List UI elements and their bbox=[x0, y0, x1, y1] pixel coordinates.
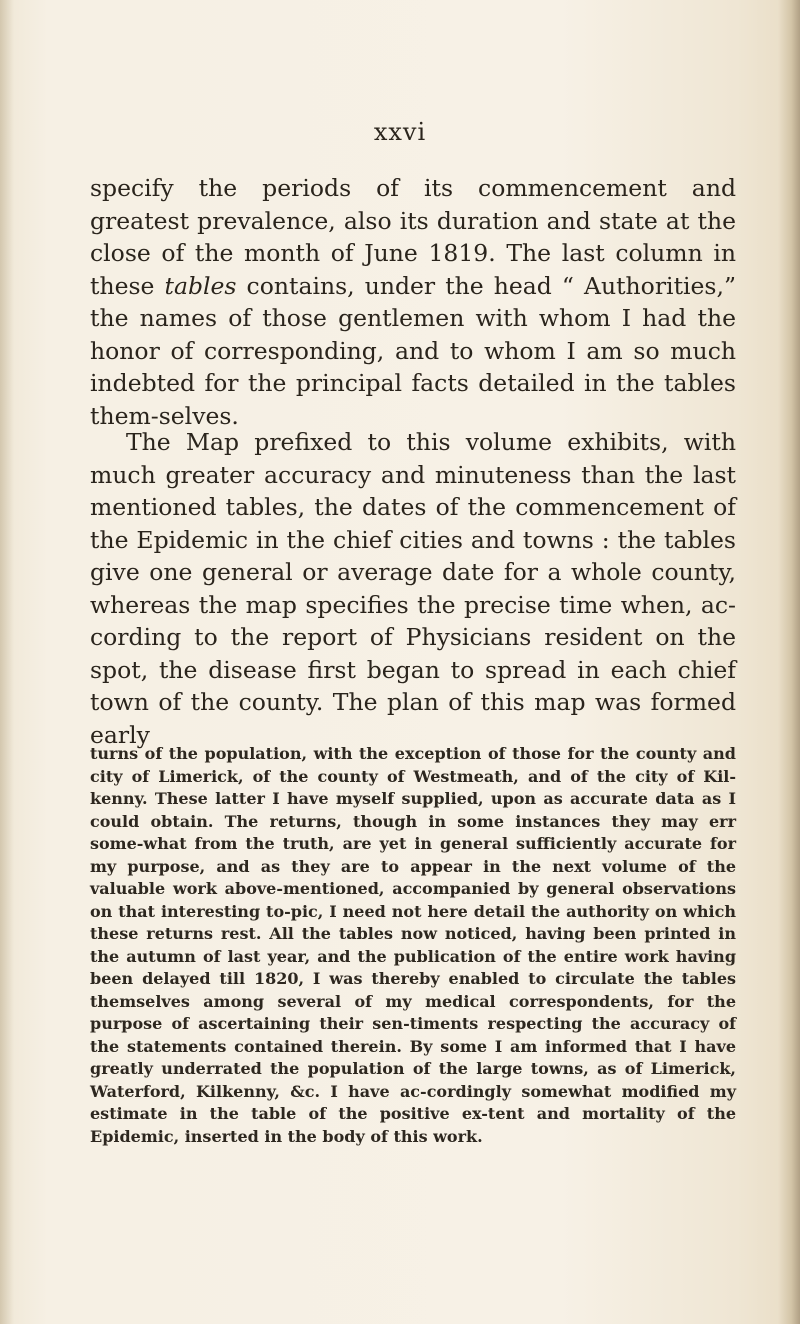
paragraph-1 bbox=[90, 172, 736, 432]
footnote: turns of the population, with the exception of those for the county and city of Limerick, of the county of Westmeath, and of the city of Kil-kenny. These latter I have myself supplied, upon as accurate data as I could obtain. The returns, though in some instances they may err some-what from the truth, are yet in general sufficiently accurate for my purpose, and as they are to appear in the next volume of the valuable work above-mentioned, accompanied by general observations on that interesting to-pic, I need not here detail the authority on which these returns rest. All the tables now noticed, having been printed in the autumn of last year, and the publication of the entire work having been delayed till 1820, I was thereby enabled to circulate the tables themselves among several of my medical correspondents, for the purpose of ascertaining their sen-timents respecting the accuracy of the statements contained therein. By some I am informed that I have greatly underrated the population of the large towns, as of Limerick, Waterford, Kilkenny, &c. I have ac-cordingly somewhat modified my estimate in the table of the positive ex-tent and mortality of the Epidemic, inserted in the body of this work. bbox=[90, 744, 736, 1146]
paragraph-1-text-a: specify the periods of its commencement and greatest prevalence, also its duration and state at the close of the month of June 1819. The last column in these bbox=[90, 174, 736, 300]
page-gutter-shadow bbox=[778, 0, 800, 1324]
paragraph-1-text-b: contains, under the head “ Authorities,” the names of those gentlemen with whom I had the honor of corresponding, and to whom I am so much indebted for the principal facts detailed in the tables them-selves. bbox=[90, 271, 736, 430]
paragraph-2: The Map prefixed to this volume exhibits, with much greater accuracy and minuteness than the last mentioned tables, the dates of the commencement of the Epidemic in the chief cities and towns : the tables give one general or average date for a whole county, whereas the map specifies the precise time when, ac-cording to the report of Physicians resident on the spot, the disease first began to spread in each chief town of the county. The plan of this map was formed early bbox=[90, 428, 736, 749]
paragraph-1-emphasis: tables bbox=[164, 271, 237, 300]
page-left-edge bbox=[0, 0, 14, 1324]
page-number: xxvi bbox=[373, 118, 427, 146]
